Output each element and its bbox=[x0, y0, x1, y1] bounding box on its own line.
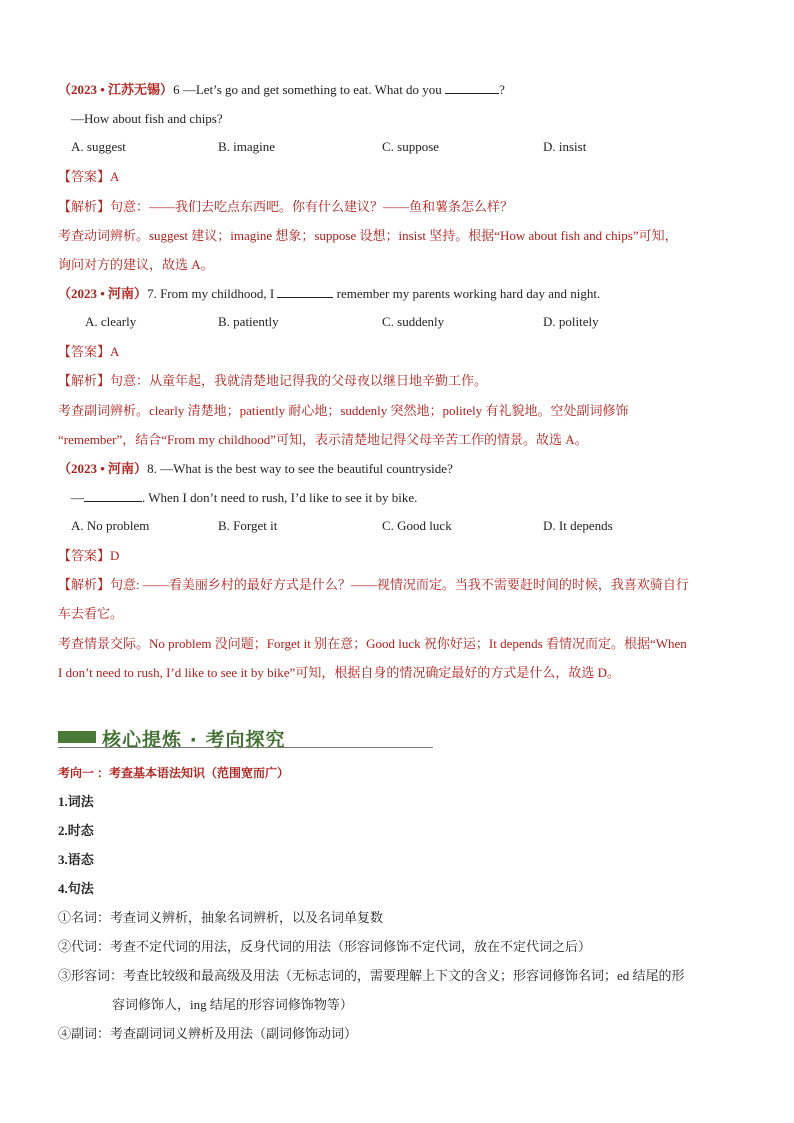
q6-analysis-3: 询问对方的建议，故选 A。 bbox=[58, 257, 214, 272]
q8-source: （2023 • 河南） bbox=[58, 461, 148, 476]
q6-analysis-label: 【解析】 bbox=[58, 199, 111, 214]
item-4: 4.句法 bbox=[58, 881, 94, 896]
section-marker bbox=[58, 731, 96, 743]
item-1: 1.词法 bbox=[58, 794, 94, 809]
q6-response: —How about fish and chips? bbox=[71, 111, 223, 126]
point-noun: ①名词：考查词义辨析，抽象名词辨析，以及名词单复数 bbox=[58, 910, 384, 925]
q7-answer: 【答案】A bbox=[58, 344, 120, 359]
section-divider bbox=[58, 747, 433, 748]
q6-option-c: C. suppose bbox=[382, 139, 440, 154]
q8-response bbox=[71, 489, 417, 507]
q8-option-a: A. No problem bbox=[71, 518, 150, 533]
q7-option-d: D. politely bbox=[543, 314, 599, 329]
q8-response-text: . When I don’t need to rush, I’d like to see it by bike. bbox=[142, 490, 418, 505]
q7-analysis-1 bbox=[58, 372, 487, 390]
q7-analysis-label: 【解析】 bbox=[58, 373, 111, 388]
q8-stem bbox=[58, 460, 453, 478]
q8-option-b: B. Forget it bbox=[218, 518, 278, 533]
q7-analysis-text: 句意：从童年起，我就清楚地记得我的父母夜以继日地辛勤工作。 bbox=[110, 373, 488, 388]
q7-stem bbox=[58, 285, 600, 303]
section-header bbox=[58, 727, 433, 751]
point-adverb: ④副词：考查副词词义辨析及用法（副词修饰动词） bbox=[58, 1026, 358, 1041]
q7-analysis-2: 考查副词辨析。clearly 清楚地；patiently 耐心地；suddenly 突然地；politely 有礼貌地。空处副词修饰 bbox=[58, 403, 629, 418]
q6-analysis-1 bbox=[58, 198, 513, 216]
section-heading: 考向一 ：考查基本语法知识（范围宽而广） bbox=[58, 766, 290, 780]
q8-analysis-text: 句意: ——看美丽乡村的最好方式是什么？——视情况而定。当我不需要赶时间的时候，我喜欢骑自行 bbox=[110, 577, 689, 592]
q6-analysis-text: 句意：——我们去吃点东西吧。你有什么建议？——鱼和薯条怎么样？ bbox=[110, 199, 514, 214]
q8-analysis-3: 考查情景交际。No problem 没问题；Forget it 别在意；Good luck 祝你好运；It depends 看情况而定。根据“When bbox=[58, 636, 687, 651]
q7-stem-text: 7. From my childhood, I bbox=[147, 286, 275, 301]
q8-option-c: C. Good luck bbox=[382, 518, 452, 533]
q6-option-d: D. insist bbox=[543, 139, 587, 154]
section-title: 核心提炼 · 考向探究 bbox=[102, 729, 286, 751]
q6-stem-end: ? bbox=[499, 82, 505, 97]
q8-stem-text: 8. —What is the best way to see the beautiful countryside? bbox=[147, 461, 453, 476]
point-pronoun: ②代词：考查不定代词的用法，反身代词的用法（形容词修饰不定代词，放在不定代词之后） bbox=[58, 939, 592, 954]
q7-option-b: B. patiently bbox=[218, 314, 279, 329]
q8-answer: 【答案】D bbox=[58, 548, 120, 563]
q6-source: （2023 • 江苏无锡） bbox=[58, 82, 174, 97]
point-adjective-cont: 容词修饰人，ing 结尾的形容词修饰物等） bbox=[112, 997, 353, 1012]
q6-stem bbox=[58, 81, 505, 99]
q7-source: （2023 • 河南） bbox=[58, 286, 148, 301]
q6-analysis-2: 考查动词辨析。suggest 建议；imagine 想象；suppose 设想；insist 坚持。根据“How about fish and chips”可知， bbox=[58, 228, 678, 243]
item-3: 3.语态 bbox=[58, 852, 94, 867]
q7-blank bbox=[277, 286, 333, 298]
q8-analysis-1 bbox=[58, 576, 689, 594]
q8-option-d: D. It depends bbox=[543, 518, 613, 533]
q7-analysis-3: “remember”，结合“From my childhood”可知，表示清楚地记得父母辛苦工作的情景。故选 A。 bbox=[58, 432, 588, 447]
item-2: 2.时态 bbox=[58, 823, 94, 838]
q7-option-a: A. clearly bbox=[85, 314, 137, 329]
q6-blank bbox=[445, 82, 499, 94]
q8-response-dash: — bbox=[71, 490, 84, 505]
q8-blank bbox=[84, 490, 142, 502]
q6-stem-text: 6 —Let’s go and get something to eat. What do you bbox=[173, 82, 442, 97]
q7-stem-end: remember my parents working hard day and night. bbox=[336, 286, 601, 301]
q7-option-c: C. suddenly bbox=[382, 314, 445, 329]
q8-analysis-2: 车去看它。 bbox=[58, 606, 124, 621]
q8-analysis-4: I don’t need to rush, I’d like to see it by bike”可知，根据自身的情况确定最好的方式是什么，故选 D。 bbox=[58, 665, 620, 680]
q6-answer: 【答案】A bbox=[58, 169, 120, 184]
q6-option-a: A. suggest bbox=[71, 139, 126, 154]
point-adjective: ③形容词：考查比较级和最高级及用法（无标志词的，需要理解上下文的含义；形容词修饰名词；ed 结尾的形 bbox=[58, 968, 685, 983]
q6-option-b: B. imagine bbox=[218, 139, 276, 154]
q8-analysis-label: 【解析】 bbox=[58, 577, 111, 592]
